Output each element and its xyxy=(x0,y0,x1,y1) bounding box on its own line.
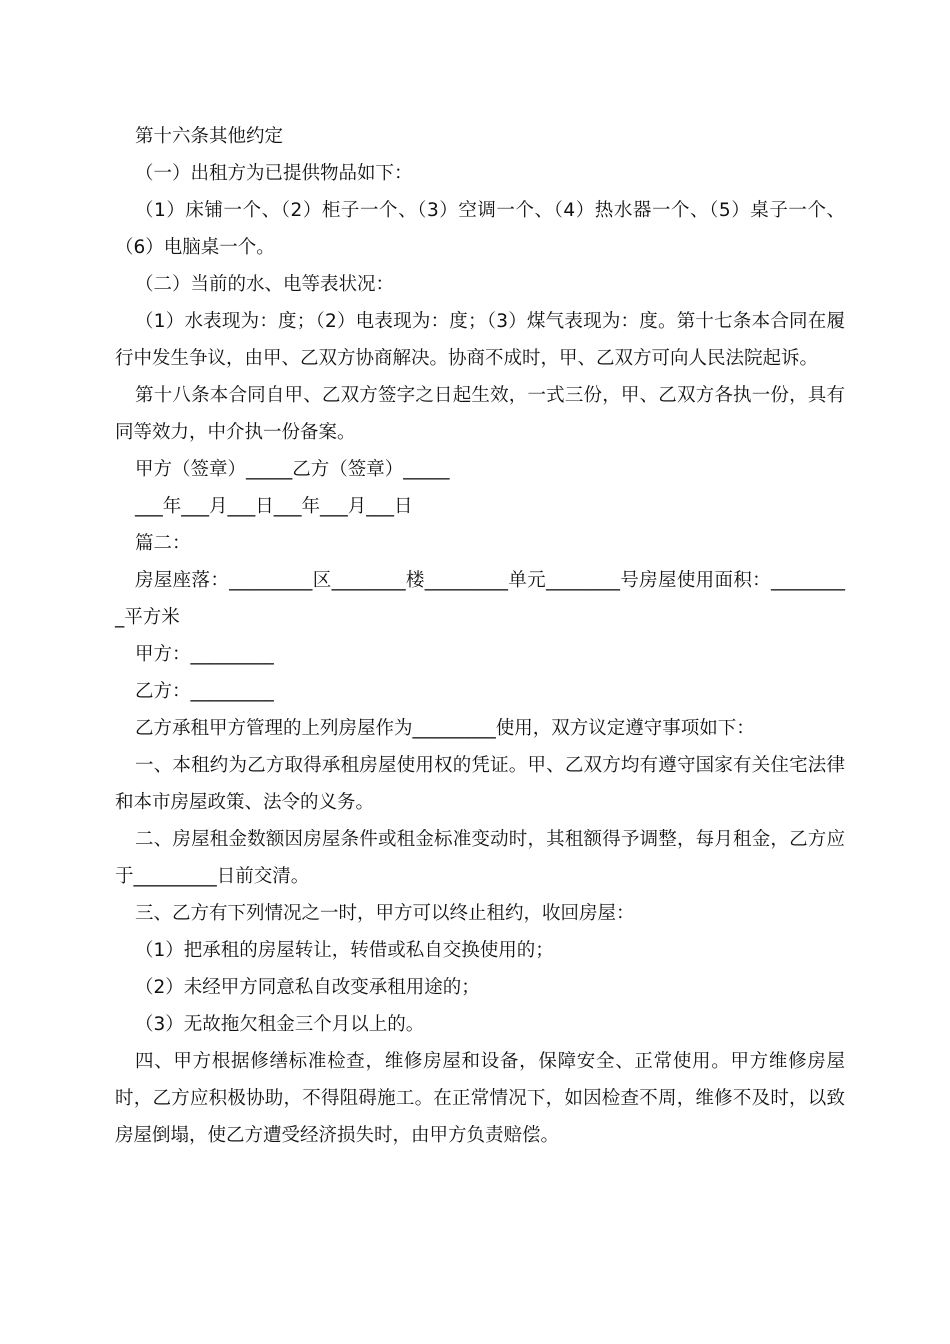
paragraph-party-a: 甲方：_________ xyxy=(135,644,274,665)
paragraph-meter-readings: （1）水表现为：度；（2）电表现为：度；（3）煤气表现为：度。第十七条本合同在履行中发生争议，由甲、乙双方协商解决。协商不成时，甲、乙双方可向人民法院起诉。 xyxy=(115,311,845,369)
paragraph-signatures: 甲方（签章）_____乙方（签章）_____ xyxy=(135,459,450,480)
paragraph-usage-agreement: 乙方承租甲方管理的上列房屋作为_________使用，双方议定遵守事项如下： xyxy=(135,718,755,739)
paragraph-meter-status: （二）当前的水、电等表状况： xyxy=(135,274,395,295)
paragraph-part-two-heading: 篇二： xyxy=(135,533,191,554)
paragraph-clause-four: 四、甲方根据修缮标准检查，维修房屋和设备，保障安全、正常使用。甲方维修房屋时，乙方应积极协助，不得阻碍施工。在正常情况下，如因检查不周，维修不及时，以致房屋倒塌，使乙方遭受经济损失时，由甲方负责赔偿。 xyxy=(115,1051,845,1146)
paragraph-article-18: 第十八条本合同自甲、乙双方签字之日起生效，一式三份，甲、乙双方各执一份，具有同等效力，中介执一份备案。 xyxy=(115,385,845,443)
paragraph-house-location: 房屋座落：_________区________楼_________单元________号房屋使用面积：_________平方米 xyxy=(115,570,845,628)
paragraph-dates: ___年___月___日___年___月___日 xyxy=(135,496,413,517)
paragraph-clause-three-item-1: （1）把承租的房屋转让，转借或私自交换使用的； xyxy=(135,940,554,961)
paragraph-items-provided: （一）出租方为已提供物品如下： xyxy=(135,163,413,184)
paragraph-items-list: （1）床铺一个、（2）柜子一个、（3）空调一个、（4）热水器一个、（5）桌子一个、（6）电脑桌一个。 xyxy=(115,200,845,258)
paragraph-article-16-title: 第十六条其他约定 xyxy=(135,126,284,147)
paragraph-clause-three-item-3: （3）无故拖欠租金三个月以上的。 xyxy=(135,1014,425,1035)
paragraph-clause-two: 二、房屋租金数额因房屋条件或租金标准变动时，其租额得予调整，每月租金，乙方应于_________日前交清。 xyxy=(115,829,845,887)
document-body xyxy=(115,118,845,1154)
paragraph-party-b: 乙方：_________ xyxy=(135,681,274,702)
paragraph-clause-three: 三、乙方有下列情况之一时，甲方可以终止租约，收回房屋： xyxy=(135,903,635,924)
paragraph-clause-three-item-2: （2）未经甲方同意私自改变承租用途的； xyxy=(135,977,480,998)
paragraph-clause-one: 一、本租约为乙方取得承租房屋使用权的凭证。甲、乙双方均有遵守国家有关住宅法律和本市房屋政策、法令的义务。 xyxy=(115,755,845,813)
